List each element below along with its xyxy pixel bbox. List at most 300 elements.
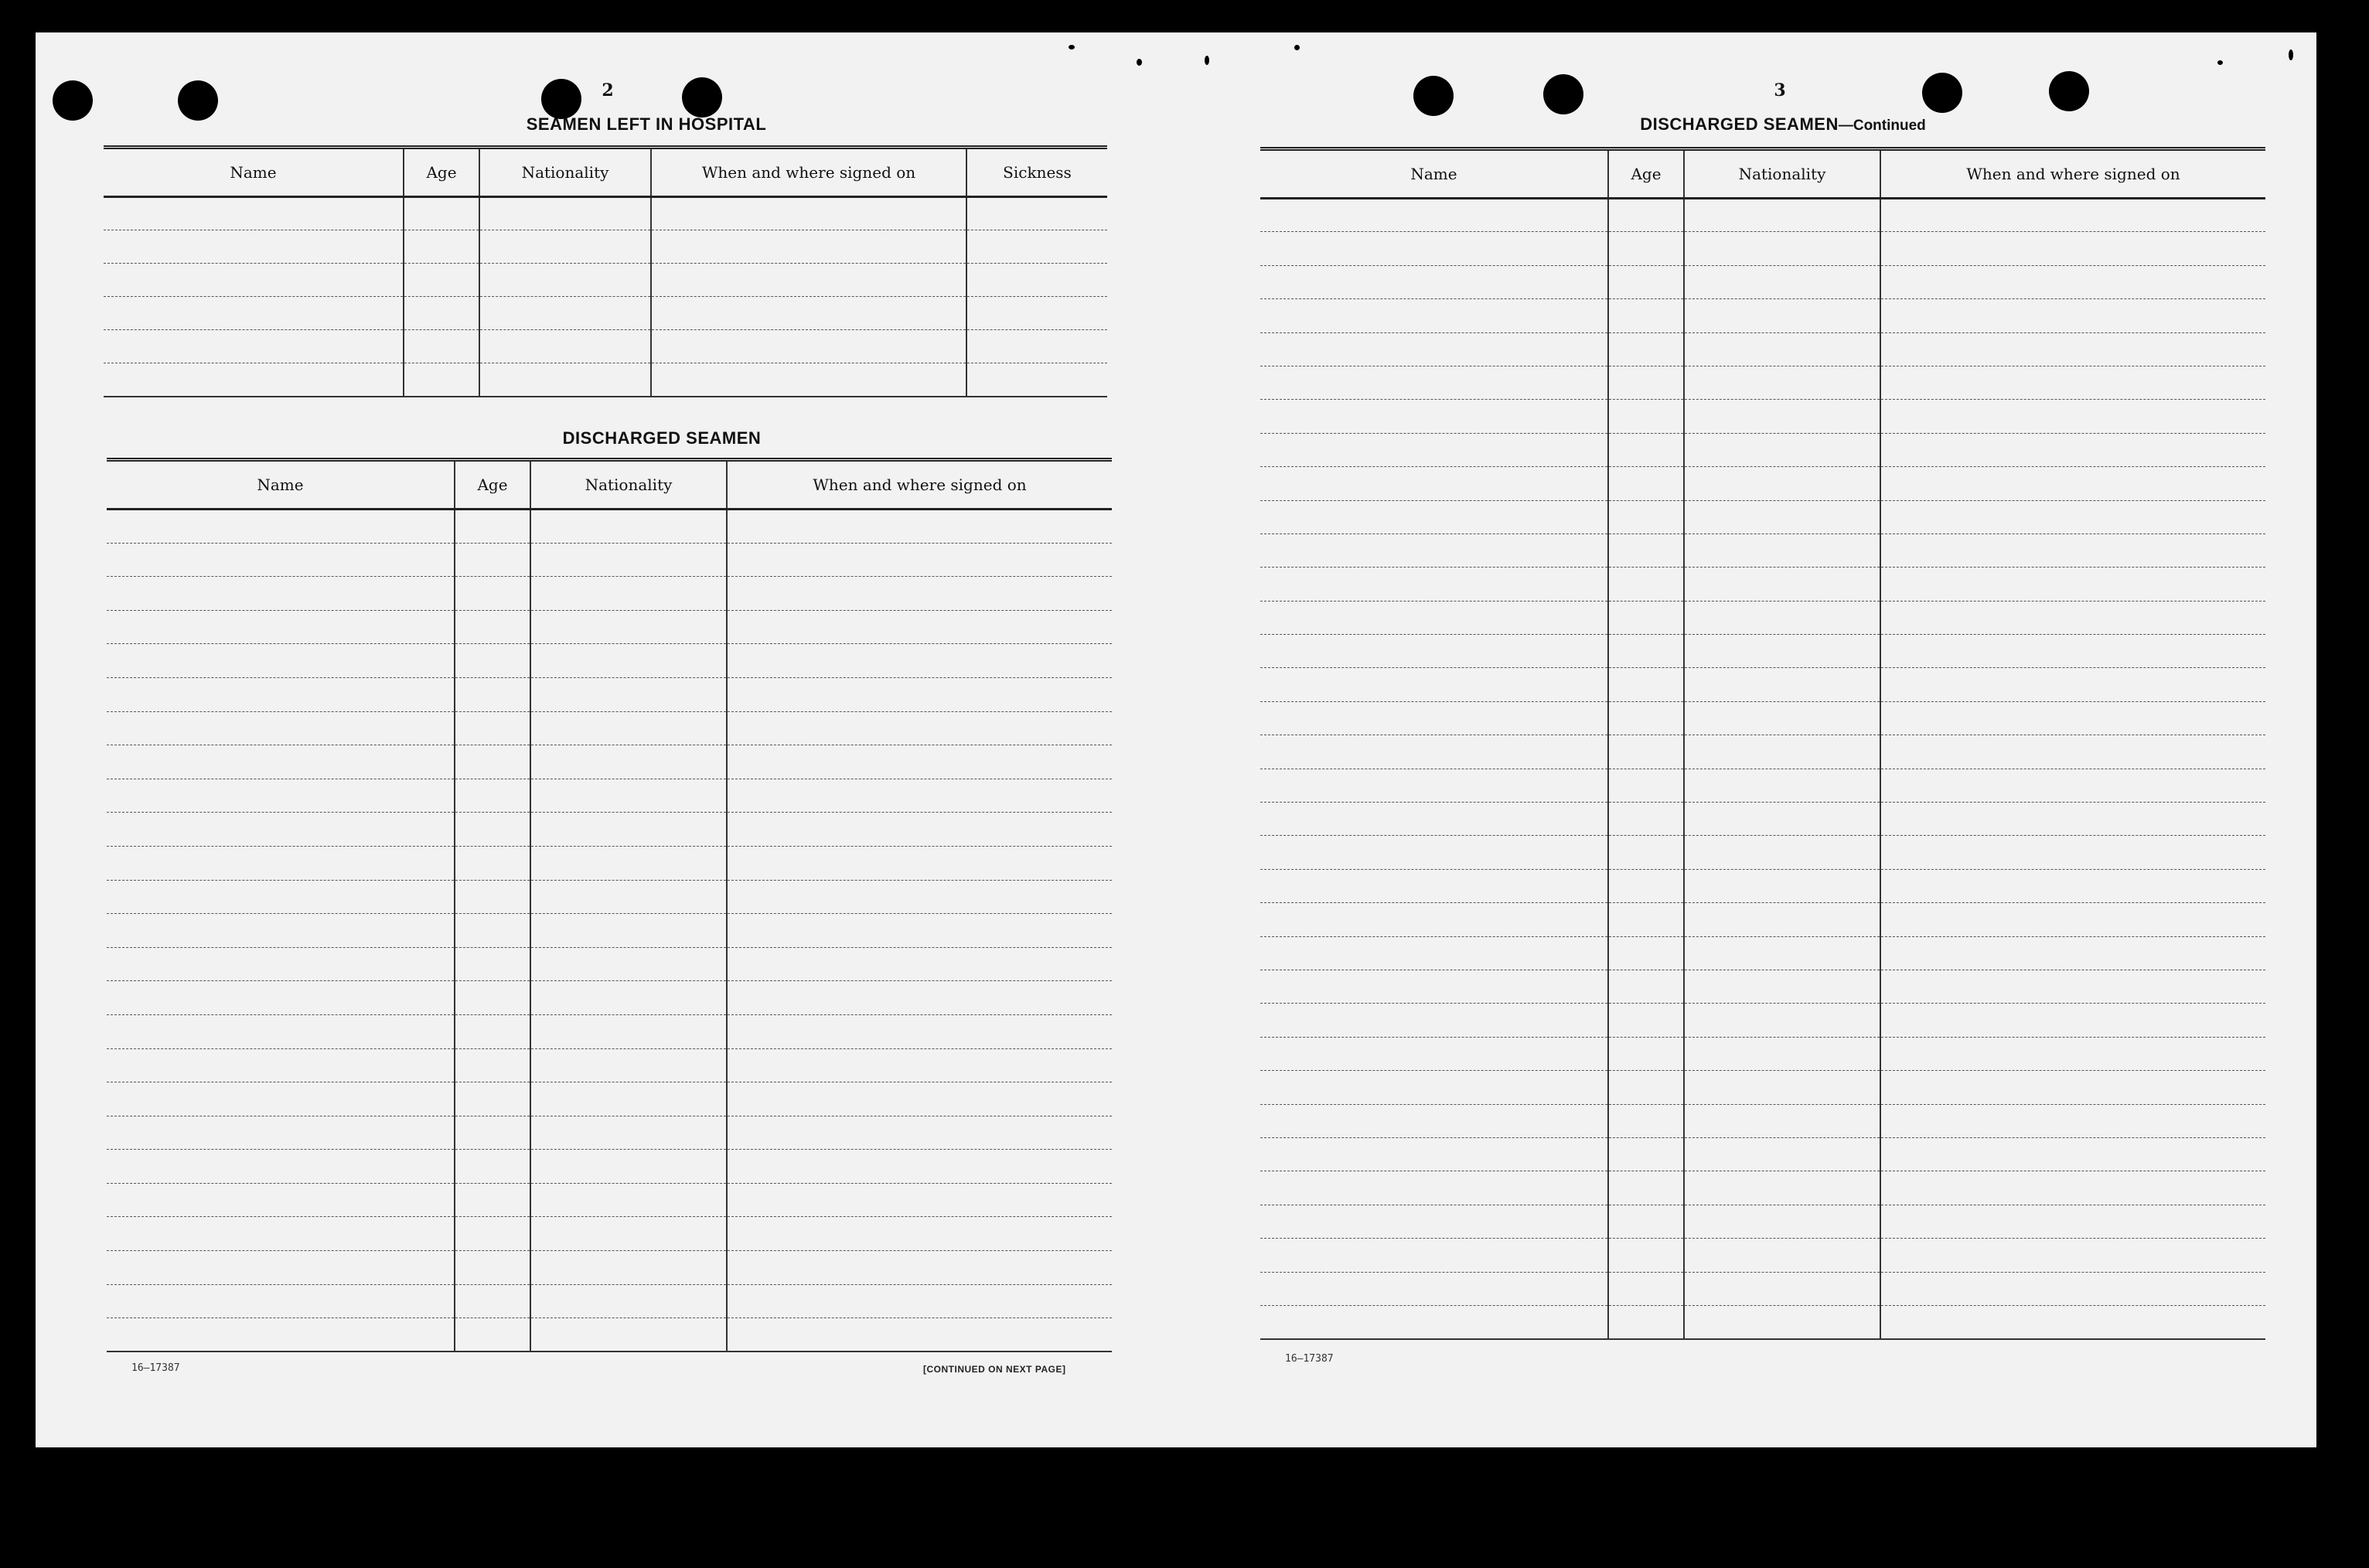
table-cell [1684, 467, 1880, 500]
table-cell [404, 230, 479, 264]
table-cell [104, 197, 404, 230]
column-header-nationality: Nationality [479, 148, 651, 197]
table-cell [1260, 1239, 1608, 1272]
table-row [1260, 869, 2265, 902]
table-cell [1608, 1071, 1684, 1104]
table-row [107, 543, 1112, 577]
table-cell [404, 363, 479, 397]
table-cell [1684, 199, 1880, 232]
table-cell [1880, 299, 2265, 332]
column-header-signed-on: When and where signed on [1880, 149, 2265, 199]
table-cell [530, 779, 727, 813]
table-cell [455, 880, 530, 914]
table-cell [1260, 1272, 1608, 1305]
hospital-rows [104, 197, 1107, 397]
table-cell [1608, 1004, 1684, 1037]
table-cell [530, 1116, 727, 1150]
table-cell [1684, 332, 1880, 366]
column-header-age: Age [1608, 149, 1684, 199]
table-row [107, 1014, 1112, 1048]
table-cell [107, 1183, 455, 1217]
table-cell [530, 577, 727, 611]
table-cell [455, 610, 530, 644]
table-cell [1260, 701, 1608, 735]
scan-speck [1205, 56, 1209, 65]
table-cell [1684, 735, 1880, 769]
table-cell [1880, 1004, 2265, 1037]
table-cell [455, 1014, 530, 1048]
table-cell [1260, 1205, 1608, 1238]
table-cell [1608, 366, 1684, 399]
discharged-continued-main: DISCHARGED SEAMEN [1640, 114, 1839, 134]
punch-hole [2049, 71, 2089, 111]
table-cell [1608, 265, 1684, 298]
table-cell [455, 1150, 530, 1184]
table-cell [107, 914, 455, 948]
table-cell [455, 1318, 530, 1352]
table-cell [1880, 970, 2265, 1003]
table-cell [1684, 970, 1880, 1003]
table-cell [1880, 400, 2265, 433]
table-cell [1684, 1239, 1880, 1272]
table-cell [530, 711, 727, 745]
table-row [107, 914, 1112, 948]
table-cell [1260, 1004, 1608, 1037]
table-cell [107, 543, 455, 577]
table-header-row [1260, 149, 2265, 199]
table-cell [1608, 1205, 1684, 1238]
table-cell [530, 846, 727, 880]
table-cell [530, 1217, 727, 1251]
table-cell [455, 1251, 530, 1285]
table-row [1260, 836, 2265, 869]
table-cell [1684, 869, 1880, 902]
table-cell [455, 711, 530, 745]
table-cell [1880, 1071, 2265, 1104]
table-row [1260, 970, 2265, 1003]
table-cell [479, 297, 651, 330]
table-cell [1260, 500, 1608, 533]
table-cell [1260, 601, 1608, 634]
table-cell [1608, 1137, 1684, 1171]
table-cell [727, 510, 1112, 544]
hospital-table [104, 145, 1107, 397]
table-cell [1608, 199, 1684, 232]
punch-hole [541, 79, 581, 119]
table-row [104, 363, 1107, 397]
table-cell [107, 1284, 455, 1318]
punch-hole [1922, 73, 1962, 113]
table-row [107, 880, 1112, 914]
column-header-name: Name [104, 148, 404, 197]
table-cell [727, 577, 1112, 611]
table-cell [1608, 903, 1684, 936]
table-cell [1608, 500, 1684, 533]
table-cell [1684, 668, 1880, 701]
table-cell [727, 1183, 1112, 1217]
table-cell [1260, 668, 1608, 701]
table-row [1260, 1104, 2265, 1137]
table-cell [651, 264, 966, 297]
table-cell [1260, 970, 1608, 1003]
table-cell [966, 264, 1107, 297]
continued-note: [CONTINUED ON NEXT PAGE] [923, 1364, 1066, 1375]
table-cell [404, 330, 479, 363]
table-cell [1880, 332, 2265, 366]
table-cell [104, 230, 404, 264]
page-number-right: 3 [1774, 80, 1786, 101]
table-cell [1684, 265, 1880, 298]
table-cell [727, 1284, 1112, 1318]
table-cell [104, 264, 404, 297]
table-cell [727, 1082, 1112, 1116]
table-header-row [104, 148, 1107, 197]
table-cell [1260, 635, 1608, 668]
table-cell [1684, 568, 1880, 601]
table-cell [107, 813, 455, 847]
table-cell [1684, 701, 1880, 735]
table-cell [727, 1048, 1112, 1082]
table-cell [1608, 232, 1684, 265]
table-row [1260, 265, 2265, 298]
table-cell [530, 644, 727, 678]
table-cell [727, 1318, 1112, 1352]
table-cell [455, 914, 530, 948]
discharged-table [107, 458, 1112, 1352]
table-row [107, 745, 1112, 779]
table-cell [455, 577, 530, 611]
table-cell [1260, 735, 1608, 769]
table-cell [1880, 903, 2265, 936]
table-cell [727, 947, 1112, 981]
table-cell [530, 1318, 727, 1352]
table-cell [107, 947, 455, 981]
table-cell [404, 197, 479, 230]
table-cell [1684, 903, 1880, 936]
table-cell [479, 330, 651, 363]
discharged-section-title: DISCHARGED SEAMEN [562, 428, 762, 448]
table-row [107, 1183, 1112, 1217]
table-cell [1608, 568, 1684, 601]
table-cell [1608, 701, 1684, 735]
table-cell [1880, 1137, 2265, 1171]
table-row [1260, 701, 2265, 735]
table-cell [1880, 803, 2265, 836]
table-cell [1684, 1205, 1880, 1238]
table-row [1260, 668, 2265, 701]
table-cell [1260, 1104, 1608, 1137]
table-cell [455, 644, 530, 678]
table-cell [1608, 869, 1684, 902]
table-row [1260, 299, 2265, 332]
table-row [107, 1217, 1112, 1251]
table-cell [530, 914, 727, 948]
table-cell [1260, 568, 1608, 601]
table-cell [479, 230, 651, 264]
table-cell [1608, 332, 1684, 366]
table-cell [530, 880, 727, 914]
table-cell [1608, 668, 1684, 701]
table-cell [530, 543, 727, 577]
table-cell [727, 981, 1112, 1015]
table-cell [1880, 735, 2265, 769]
table-cell [1684, 601, 1880, 634]
table-cell [530, 1284, 727, 1318]
table-row [1260, 1305, 2265, 1338]
table-cell [455, 1048, 530, 1082]
table-cell [1608, 467, 1684, 500]
form-number-left: 16—17387 [131, 1362, 180, 1374]
table-cell [107, 1251, 455, 1285]
table-cell [104, 297, 404, 330]
table-cell [1684, 769, 1880, 802]
scan-speck [1069, 45, 1075, 49]
table-row [1260, 400, 2265, 433]
table-cell [1260, 232, 1608, 265]
table-cell [107, 981, 455, 1015]
table-row [1260, 1137, 2265, 1171]
page-number-left: 2 [602, 80, 614, 101]
table-row [107, 779, 1112, 813]
table-cell [1608, 1037, 1684, 1070]
table-cell [1880, 467, 2265, 500]
table-cell [1260, 299, 1608, 332]
table-cell [1608, 936, 1684, 970]
table-cell [1880, 533, 2265, 567]
table-cell [1608, 400, 1684, 433]
scan-speck [2217, 60, 2223, 65]
table-cell [1260, 936, 1608, 970]
punch-hole [1543, 74, 1583, 114]
table-cell [1260, 1305, 1608, 1338]
table-row [1260, 769, 2265, 802]
table-cell [1880, 1205, 2265, 1238]
table-cell [455, 677, 530, 711]
scan-speck [1294, 45, 1300, 50]
table-cell [107, 846, 455, 880]
table-cell [530, 947, 727, 981]
table-row [107, 947, 1112, 981]
table-row [1260, 1171, 2265, 1205]
table-cell [651, 197, 966, 230]
table-row [1260, 903, 2265, 936]
table-cell [530, 1150, 727, 1184]
table-cell [1880, 433, 2265, 466]
table-cell [530, 610, 727, 644]
column-header-signed-on: When and where signed on [727, 460, 1112, 510]
table-cell [727, 1116, 1112, 1150]
table-cell [1880, 1104, 2265, 1137]
table-row [104, 264, 1107, 297]
column-header-sickness: Sickness [966, 148, 1107, 197]
table-row [107, 510, 1112, 544]
table-cell [107, 510, 455, 544]
table-cell [1880, 366, 2265, 399]
table-row [107, 1284, 1112, 1318]
discharged-continued-title [1566, 114, 1999, 135]
table-cell [107, 1150, 455, 1184]
table-row [107, 1116, 1112, 1150]
table-cell [1260, 433, 1608, 466]
table-cell [1684, 1071, 1880, 1104]
punch-hole [682, 77, 722, 118]
table-cell [1260, 1171, 1608, 1205]
table-cell [455, 745, 530, 779]
table-cell [530, 1183, 727, 1217]
scan-speck [2289, 49, 2293, 60]
punch-hole [1413, 76, 1454, 116]
table-cell [1684, 1004, 1880, 1037]
table-cell [1684, 533, 1880, 567]
discharged-continued-rows [1260, 199, 2265, 1339]
table-cell [727, 880, 1112, 914]
table-row [1260, 332, 2265, 366]
table-cell [727, 745, 1112, 779]
table-cell [1880, 232, 2265, 265]
table-cell [107, 880, 455, 914]
table-cell [1608, 533, 1684, 567]
table-cell [727, 677, 1112, 711]
table-cell [727, 914, 1112, 948]
table-row [107, 1251, 1112, 1285]
table-cell [727, 610, 1112, 644]
table-cell [530, 510, 727, 544]
table-cell [1684, 936, 1880, 970]
table-cell [530, 1082, 727, 1116]
table-cell [1260, 467, 1608, 500]
table-cell [1608, 299, 1684, 332]
table-cell [651, 363, 966, 397]
table-cell [404, 297, 479, 330]
table-cell [1880, 869, 2265, 902]
table-cell [1608, 735, 1684, 769]
discharged-continued-table [1260, 147, 2265, 1340]
table-cell [1608, 635, 1684, 668]
table-cell [455, 1082, 530, 1116]
table-cell [1608, 836, 1684, 869]
table-cell [727, 1251, 1112, 1285]
table-row [107, 577, 1112, 611]
table-row [107, 1150, 1112, 1184]
table-cell [455, 1183, 530, 1217]
table-cell [651, 330, 966, 363]
table-cell [530, 1251, 727, 1285]
table-cell [479, 264, 651, 297]
table-cell [1880, 265, 2265, 298]
column-header-nationality: Nationality [530, 460, 727, 510]
table-cell [727, 1217, 1112, 1251]
punch-hole [53, 80, 93, 121]
table-cell [1608, 970, 1684, 1003]
discharged-rows [107, 510, 1112, 1352]
table-cell [479, 197, 651, 230]
table-row [1260, 467, 2265, 500]
table-row [1260, 366, 2265, 399]
table-row [107, 711, 1112, 745]
column-header-name: Name [1260, 149, 1608, 199]
table-cell [1260, 836, 1608, 869]
table-row [107, 1082, 1112, 1116]
table-cell [1260, 265, 1608, 298]
table-cell [1260, 400, 1608, 433]
table-cell [1880, 769, 2265, 802]
table-cell [1880, 936, 2265, 970]
column-header-nationality: Nationality [1684, 149, 1880, 199]
table-cell [1260, 803, 1608, 836]
table-cell [1684, 803, 1880, 836]
table-cell [1880, 635, 2265, 668]
table-row [104, 197, 1107, 230]
table-cell [107, 745, 455, 779]
table-cell [1684, 500, 1880, 533]
table-cell [107, 1217, 455, 1251]
table-cell [455, 947, 530, 981]
table-row [107, 813, 1112, 847]
table-cell [1684, 433, 1880, 466]
table-row [107, 677, 1112, 711]
table-row [1260, 500, 2265, 533]
table-row [1260, 433, 2265, 466]
table-cell [1684, 1171, 1880, 1205]
table-cell [1260, 869, 1608, 902]
table-cell [1260, 366, 1608, 399]
table-cell [1684, 400, 1880, 433]
discharged-continued-suffix: —Continued [1838, 118, 1926, 134]
table-cell [727, 1014, 1112, 1048]
table-cell [104, 363, 404, 397]
table-cell [530, 745, 727, 779]
form-number-right: 16—17387 [1285, 1353, 1334, 1365]
table-cell [727, 543, 1112, 577]
table-row [1260, 803, 2265, 836]
table-cell [107, 711, 455, 745]
table-row [107, 846, 1112, 880]
table-cell [1880, 199, 2265, 232]
table-row [1260, 199, 2265, 232]
table-cell [1608, 769, 1684, 802]
column-header-signed-on: When and where signed on [651, 148, 966, 197]
table-cell [107, 677, 455, 711]
table-cell [1880, 836, 2265, 869]
table-row [1260, 232, 2265, 265]
table-cell [1684, 1104, 1880, 1137]
table-cell [1684, 1037, 1880, 1070]
table-cell [727, 711, 1112, 745]
table-cell [1684, 635, 1880, 668]
table-row [1260, 936, 2265, 970]
scan-speck [1137, 59, 1142, 66]
table-cell [530, 1048, 727, 1082]
table-row [107, 610, 1112, 644]
table-cell [1684, 1305, 1880, 1338]
table-cell [966, 363, 1107, 397]
table-row [107, 1318, 1112, 1352]
table-cell [1880, 500, 2265, 533]
table-cell [1608, 1272, 1684, 1305]
column-header-age: Age [404, 148, 479, 197]
table-cell [1880, 1171, 2265, 1205]
table-row [1260, 601, 2265, 634]
table-cell [966, 330, 1107, 363]
table-cell [1880, 1037, 2265, 1070]
table-cell [651, 230, 966, 264]
table-cell [455, 1284, 530, 1318]
table-cell [104, 330, 404, 363]
table-cell [727, 813, 1112, 847]
column-header-name: Name [107, 460, 455, 510]
table-cell [1608, 803, 1684, 836]
table-cell [107, 1318, 455, 1352]
